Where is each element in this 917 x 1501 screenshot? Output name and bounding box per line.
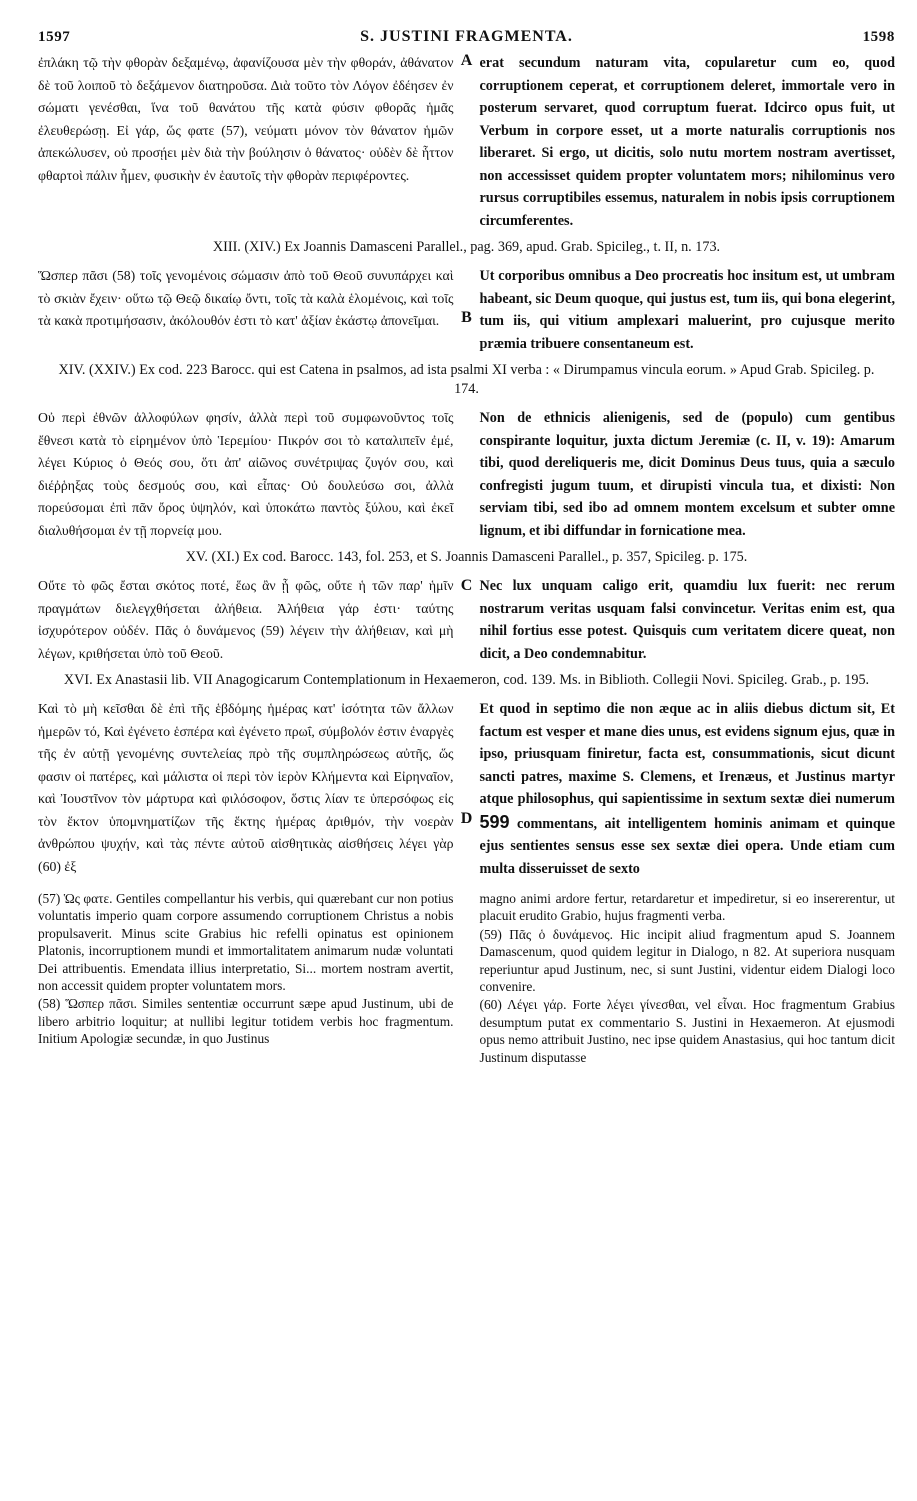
right-page-number: 1598 [862,29,895,45]
footnote: magno animi ardore fertur, retardaretur et impediretur, si eo insererentur, ut placuit erudito Grabio, hujus fragmenti verba. [479,891,895,924]
latin-text [480,698,896,880]
footnote: (57) Ὡς φατε. Gentiles compellantur his verbis, qui quærebant cur non potius voluntatis imperio quam corpore assumendo corruptionem Christus a nobis propulsaverit. Minus scite Grabius hic refelli opinatus est opinionem Platonis, incorruptionem mundi et immortalitatem animarum nudæ voluntati Dei attribuentis. Emendata illius interpretatio, Si... mortem nostram avertit, non accessit quidem propter voluntatem mors. [38,891,454,994]
latin-text-part-1: Et quod in septimo die non æque ac in aliis diebus dictum sit, Et factum est vesper et mane dies unus, est evidens signum ejus, quæ in ipso, priusquam finiretur, facta est, consummationis, sicut dicunt sancti patres, maxime S. Clemens, et Irenæus, et Justinus martyr atque philosophus, qui sapientissime in sextum sextæ diei numerum [479,701,895,807]
footnote: (58) Ὥσπερ πᾶσι. Similes sententiæ occurrunt sæpe apud Justinum, ubi de libero arbitrio loquitur; at nullibi legitur totidem verbis hoc fragmentum. Initium Apologiæ secundæ, in quo Justinus [38,996,454,1047]
latin-text: Nec lux unquam caligo erit, quamdiu lux fuerit: nec rerum nostrarum veritas usquam falsi convincetur. Veritas enim est, qua nihil fortius esse potest. Quisquis cum veritatem dicere queat, non dicit, a Deo condemnabitur. [479,578,895,662]
margin-marker-d: D [460,810,473,827]
section-a [38,52,895,232]
latin-text: Ut corporibus omnibus a Deo procreatis hoc insitum est, ut umbram habeant, sic Deum quoque, qui justus est, tum iis, qui bona elegerint, tum iis, qui vitium amplexari maluerint, pro cujusque merito præmia tribuere consentaneum est. [479,268,895,352]
footnote: (59) Πᾶς ὁ δυνάμενος. Hic incipit aliud fragmentum apud S. Joannem Damascenum, quod quidem legitur in Dialogo, n 82. At superiora nusquam reperiuntur apud Justinum, nec, si sunt Justini, videntur eidem Dialogi loco convenire. [479,926,895,995]
greek-text: Οὐ περὶ ἐθνῶν ἀλλοφύλων φησίν, ἀλλὰ περὶ τοῦ συμφωνοῦντος τοῖς ἔθνεσι κατὰ τὸ εἰρημένον ὑπὸ Ἱερεμίου· Πικρόν σοι τὸ καταλιπεῖν ἐμέ, λέγει Κύριος ὁ Θεός σου, ὅτι ἀπ' αἰῶνος συνέτριψας ζυγόν σου, καὶ διέῤῥηξας τοὺς δεσμούς σου, καὶ εἶπας· Οὐ δουλεύσω σοι, ἀλλὰ πορεύσομαι ἐπὶ πᾶν ὄρος ὑψηλόν, καὶ ὑποκάτω παντὸς ξύλου, καὶ ἐκεῖ διαλυθήσομαι ἐν τῇ πορνείᾳ μου. [38,410,454,538]
greek-text: Ὥσπερ πᾶσι (58) τοῖς γενομένοις σώμασιν ἀπὸ τοῦ Θεοῦ συνυπάρχει καὶ τὸ σκιὰν ἔχειν· οὕτω τῷ Θεῷ δικαίῳ ὄντι, τοῖς τὰ καλὰ ἑλομένοις, καὶ τοῖς τὰ κακὰ προτιμήσασιν, ἀκόλουθόν ἐστι τὸ κατ' ἀξίαν ἑκάστῳ ἀπονεῖμαι. [38,268,454,328]
section-xiv [38,407,895,542]
latin-text-part-2: commentans, ait intelligentem hominis animam et quinque ejus sentientes sensus esse sex sextæ diei opera. Unde etiam cum multa disseruisset de sexto [479,815,895,877]
greek-column [38,575,454,665]
greek-text: Οὔτε τὸ φῶς ἔσται σκότος ποτέ, ἕως ἂν ᾖ φῶς, οὔτε ἡ τῶν παρ' ἡμῖν πραγμάτων διελεγχθήσεται ἀλήθεια. Ἀλήθεια γάρ ἐστι· ταύτης ἰσχυρότερον οὐδέν. Πᾶς ὁ δυνάμενος (59) λέγειν τὴν ἀλήθειαν, καὶ μὴ λέγων, κριθήσεται ὑπὸ τοῦ Θεοῦ. [38,578,454,661]
section-xvi [38,698,895,880]
margin-marker-a: A [460,52,473,69]
footnotes-right-column [480,890,896,1067]
latin-column [480,407,896,542]
greek-column [38,52,454,232]
margin-marker-c: C [460,577,473,594]
section-heading-xiv: XIV. (XXIV.) Ex cod. 223 Barocc. qui est Catena in psalmos, ad ista psalmi XI verba : « Dirumpamus vincula eorum. » Apud Grab. Spicileg. p. 174. [58,362,875,397]
greek-column [38,265,454,355]
footnotes-left-column [38,890,454,1067]
section-heading-xiii: XIII. (XIV.) Ex Joannis Damasceni Parallel., pag. 369, apud. Grab. Spicileg., t. II, n. 173. [212,239,721,255]
section-xiii [38,265,895,355]
footnote: (60) Λέγει γάρ. Forte λέγει γίνεσθαι, vel εἶναι. Hoc fragmentum Grabius desumptum putat ex commentario S. Justini in Hexaemeron. At ejusmodi opus nemo attribuit Justino, nec ipse quidem Anastasius, qui hoc tantum dicit Justinum disputasse [479,997,895,1065]
latin-text: erat secundum naturam vita, copularetur cum eo, quod corruptionem ceperat, et corruptionem deleret, immortale vero in posterum servaret, quod corruptum fuerat. Idcirco opus fuit, ut Verbum in corpore esset, ut a morte naturalis corruptionis nos liberaret. Si ergo, ut dicitis, solo nutu mortem nostram avertisset, non accessisset quidem propter voluntatem mors; nihilominus vero rursus corruptibiles essemus, naturalem in nobis ipsis corruptionem circumferentes. [479,55,895,229]
section-heading-xvi: XVI. Ex Anastasii lib. VII Anagogicarum Contemplationum in Hexaemeron, cod. 139. Ms. in Biblioth. Collegii Novi. Spicileg. Grab., p. 195. [63,672,870,688]
column-number: 599 [479,811,510,832]
greek-column [38,407,454,542]
section-xv [38,575,895,665]
left-page-number: 1597 [38,29,71,45]
latin-column [480,575,896,665]
greek-text: ἐπλάκη τῷ τὴν φθορὰν δεξαμένῳ, ἀφανίζουσα μὲν τὴν φθοράν, ἀθάνατον δὲ τοῦ λοιποῦ τὸ δεξάμενον διατηροῦσα. Διὰ τοῦτο τὸν Λόγον ἐδέησεν ἐν σώματι γενέσθαι, ἵνα τοῦ θανάτου τῆς κατὰ φύσιν φθορᾶς ἡμᾶς ἐλευθερώσῃ. Εἰ γάρ, ὥς φατε (57), νεύματι μόνον τὸν θάνατον ἡμῶν ἀπεκώλυσεν, οὐ προσῄει μὲν διὰ τὴν βούλησιν ὁ θάνατος· οὐδὲν δὲ ἧττον φθαρτοὶ πάλιν ἦμεν, φυσικὴν ἐν ἑαυτοῖς τὴν φθορὰν περιφέροντες. [38,55,454,183]
latin-text: Non de ethnicis alienigenis, sed de (populo) cum gentibus conspirante loquitur, juxta dictum Jeremiæ (c. II, v. 19): Amarum tibi, quod dereliqueris me, dicit Dominus Deus tuus, quia a sæculo confregisti jugum tuum, et dirupisti vincula tua, et dixisti: Non serviam tibi, sed ibo ad omnem montem excelsum et subter omne lignum, et ibi diffundar in fornicatione mea. [479,410,895,539]
greek-column [38,698,454,880]
margin-marker-b: B [461,309,472,326]
page-header [38,28,895,46]
running-title: S. JUSTINI FRAGMENTA. [360,28,573,45]
latin-column [480,52,896,232]
latin-column [480,265,896,355]
greek-text: Καὶ τὸ μὴ κεῖσθαι δὲ ἐπὶ τῆς ἑβδόμης ἡμέρας κατ' ἰσότητα τῶν ἄλλων ἡμερῶν τό, Καὶ ἐγένετο ἑσπέρα καὶ ἐγένετο πρωΐ, σύμβολόν ἐστιν ἐναργὲς τῆς ἐν αὐτῇ γενομένης συντελείας πρὸ τῆς συμπληρώσεως αὐτῆς, ὥς φασιν οἱ πατέρες, καὶ μάλιστα οἱ περὶ τὸν ἱερὸν Κλήμεντα καὶ Εἰρηναῖον, καὶ Ἰουστῖνον τὸν μάρτυρα καὶ φιλόσοφον, ὅστις λίαν τε ὑπερσόφως εἰς τὸν ἕκτον ὑπομνηματίζων τῆς ἕκτης ἡμέρας ἀριθμόν, τὴν νοερὰν ἀνθρώπου ψυχήν, καὶ τὰς πέντε αὐτοῦ αἰσθητικὰς αἰσθήσεις λέγει γὰρ (60) ἐξ [38,701,454,874]
section-heading-xv: XV. (XI.) Ex cod. Barocc. 143, fol. 253, et S. Joannis Damasceni Parallel., p. 357, Spicileg. p. 175. [185,549,748,565]
footnotes [38,890,895,1067]
latin-column [480,698,896,880]
